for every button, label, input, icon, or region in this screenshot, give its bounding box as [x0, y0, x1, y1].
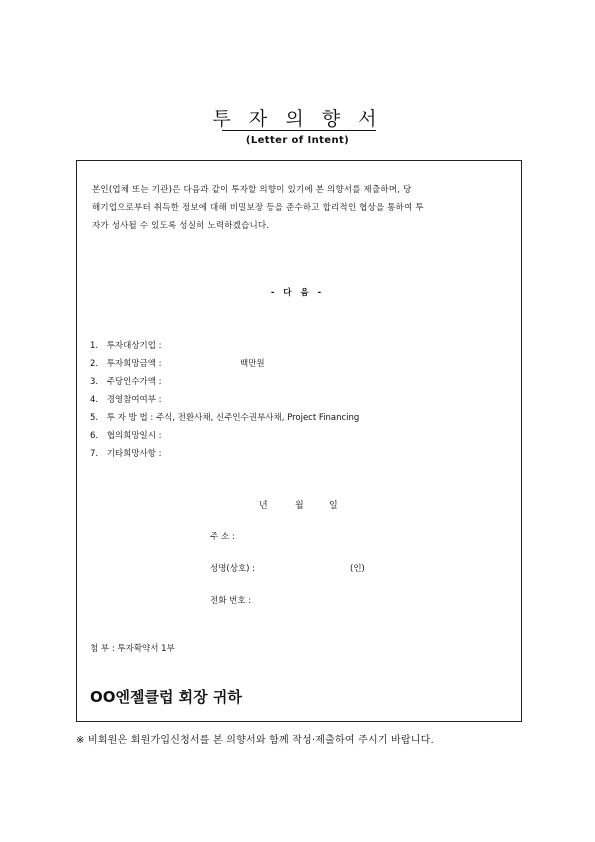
- date-day-label: 일: [329, 501, 338, 511]
- intro-line: 본인(업체 또는 기관)은 다음과 같이 투자할 의향이 있기에 본 의향서를 제출하며, 당: [92, 185, 412, 195]
- item-label: 투자대상기업 :: [106, 341, 162, 351]
- item-investment-amount: [90, 357, 265, 369]
- addressee: OO엔젤클럽 회장 귀하: [90, 688, 242, 706]
- item-label: 투 자 방 법 :: [106, 413, 154, 423]
- title-underline: [222, 130, 376, 131]
- item-investment-method: [90, 411, 359, 423]
- item-label: 경영참여여부 :: [106, 395, 162, 405]
- item-label: 협의희망일시 :: [106, 431, 162, 441]
- section-heading: - 다 음 -: [270, 288, 325, 298]
- document-title: 투 자 의 향 서: [212, 108, 383, 130]
- document-subtitle: (Letter of Intent): [245, 135, 350, 146]
- item-value: 백만원: [240, 359, 265, 369]
- item-management-participation: [90, 393, 164, 405]
- footnote: ※ 비회원은 회원가입신청서를 본 의향서와 함께 작성·제출하여 주시기 바랍니다.: [76, 735, 434, 746]
- item-number: 3.: [90, 377, 99, 387]
- item-number: 6.: [90, 431, 99, 441]
- date-month-label: 월: [295, 501, 304, 511]
- phone-label: 전화 번호 :: [210, 596, 252, 606]
- item-other-requests: [90, 447, 164, 459]
- item-label: 기타희망사항 :: [106, 449, 162, 459]
- intro-line: 해기업으로부터 취득한 정보에 대해 비밀보장 등을 준수하고 합리적인 협상을 통하여 투: [92, 203, 424, 213]
- item-investment-target: [90, 339, 164, 351]
- form-frame: [76, 160, 522, 722]
- item-label: 주당인수가액 :: [106, 377, 162, 387]
- item-share-price: [90, 375, 164, 387]
- item-number: 7.: [90, 449, 99, 459]
- item-number: 2.: [90, 359, 99, 369]
- item-number: 5.: [90, 413, 99, 423]
- item-meeting-date: [90, 429, 164, 441]
- item-number: 4.: [90, 395, 99, 405]
- address-label: 주 소 :: [210, 532, 235, 542]
- attachment-note: 첨 부 : 투자확약서 1부: [90, 644, 175, 654]
- name-label: 성명(상호) :: [210, 564, 256, 574]
- date-year-label: 년: [259, 501, 268, 511]
- intro-line: 자가 성사될 수 있도록 성실히 노력하겠습니다.: [92, 221, 270, 231]
- item-label: 투자희망금액 :: [106, 359, 162, 369]
- item-number: 1.: [90, 341, 99, 351]
- item-value: 주식, 전환사채, 신주인수권부사채, Project Financing: [155, 413, 360, 423]
- seal-mark: (인): [350, 564, 365, 574]
